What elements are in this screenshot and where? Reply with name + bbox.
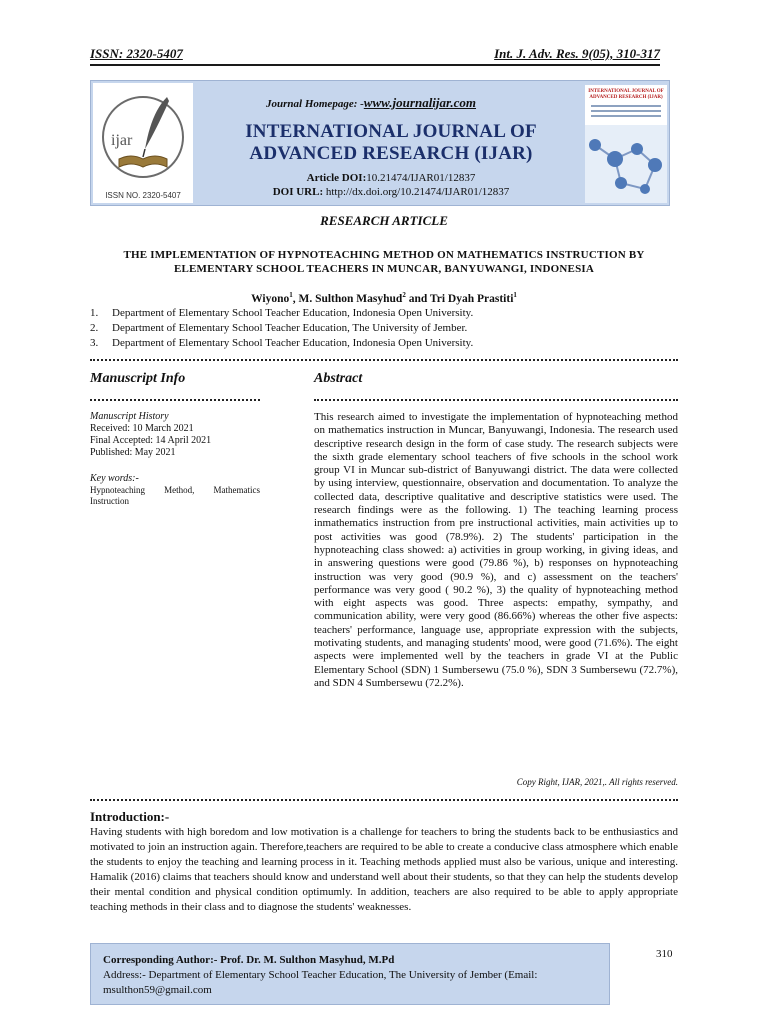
paper-title xyxy=(90,248,678,276)
column-divider xyxy=(314,399,678,401)
accepted-date: Final Accepted: 14 April 2021 xyxy=(90,435,212,446)
introduction-heading: Introduction:- xyxy=(90,809,170,824)
doi-label: Article DOI: xyxy=(306,172,367,184)
quill-book-logo-icon xyxy=(97,87,189,187)
keywords-label: Key words:- xyxy=(90,473,139,484)
paper-title-line2: ELEMENTARY SCHOOL TEACHERS IN MUNCAR, BANYUWANGI, INDONESIA xyxy=(173,263,595,275)
section-divider xyxy=(90,799,678,801)
journal-title-line1: INTERNATIONAL JOURNAL OF xyxy=(245,121,537,142)
header-issn: ISSN: 2320-5407 xyxy=(90,46,183,61)
published-date: Published: May 2021 xyxy=(90,447,176,458)
affiliation-item: 1. Department of Elementary School Teacher Education, Indonesia Open University. xyxy=(90,307,474,319)
doi-url-link[interactable]: http://dx.doi.org/10.21474/IJAR01/12837 xyxy=(325,186,510,198)
author-name: M. Sulthon Masyhud xyxy=(298,292,403,305)
running-header xyxy=(90,44,660,66)
keywords-text: Hypnoteaching Method, Mathematics Instruction xyxy=(90,485,260,506)
article-doi xyxy=(221,172,561,184)
history-label: Manuscript History xyxy=(90,411,169,422)
manuscript-history xyxy=(90,411,260,459)
doi-url xyxy=(221,186,561,198)
section-divider xyxy=(90,359,678,361)
copyright-notice: Copy Right, IJAR, 2021,. All rights reserved. xyxy=(516,777,678,787)
doi-value: 10.21474/IJAR01/12837 xyxy=(366,172,476,184)
corresponding-author-box xyxy=(90,943,610,1005)
author-affiliation-mark: 1 xyxy=(513,291,517,299)
affiliation-item: 3. Department of Elementary School Teacher Education, Indonesia Open University. xyxy=(90,337,474,349)
author-name: Wiyono xyxy=(251,292,290,305)
keywords-block xyxy=(90,473,260,507)
header-citation: Int. J. Adv. Res. 9(05), 310-317 xyxy=(494,46,660,61)
abstract-column xyxy=(314,371,678,690)
homepage-link[interactable]: www.journalijar.com xyxy=(363,95,477,110)
abstract-heading: Abstract xyxy=(314,371,363,386)
received-date: Received: 10 March 2021 xyxy=(90,423,194,434)
abstract-text: This research aimed to investigate the implementation of hypnoteaching method on mathematics instruction in Muncar, Banyuwangi, Indonesia. The research used descriptive research design in the form of case study. The research subjects were the sixth grade elementary school teachers of five schools in the school work group VI in Muncar sub-district of Banyuwangi district. The data were collected by using interview, questionnaire, observation and documentation. To analyze the collected data, descriptive qualitative and descriptive statistics were used. The research findings were as the following. 1) The teaching learning process inmathematics instruction from pre instructional activities, main activities up to post activities was good (78.9%). 2) The students' participation in the hypnoteaching class showed: a) activities in group working, in giving ideas, and in answering questions were good (79.86 %), b) responses on hypnoteaching instruction was very good (90.9 %), and c) assessment on the teachers' performance was very good ( 90.2 %), 3) the quality of hypnoteaching method with eight aspects was good. Three aspects: empathy, sympathy, and communication ability, were very good (86.66%) whereas the other five aspects: teachers' performance, language use, appropriate expression with the subjects, motivating students, and managing students' mood, were good (71.6%). The eight aspects were implemented well by the teachers in grade VI at the Public Elementary School (SDN) 1 Sumbersewu (75.0 %), SDN 3 Sumbersewu (72.7%), and SDN 4 Sumbersewu (72.2%). xyxy=(314,411,678,689)
molecule-icon xyxy=(585,125,667,203)
journal-homepage xyxy=(266,95,476,111)
author-list: Wiyono$^1$, M. Sulthon Masyhud$^2$ and Tri Dyah Prastiti$^1$ xyxy=(251,291,517,305)
logo-issn: ISSN NO. 2320-5407 xyxy=(105,191,181,200)
cover-title: INTERNATIONAL JOURNAL OF ADVANCED RESEARCH (IJAR) xyxy=(588,89,664,100)
logo-text: ijar xyxy=(111,132,133,149)
author-affiliation-mark: 2 xyxy=(402,291,406,299)
corresponding-author-address: Address:- Department of Elementary School Teacher Education, The University of Jember (Email: msulthon59@gmail.com xyxy=(103,969,538,996)
cover-text-lines xyxy=(591,105,661,120)
affiliation-list xyxy=(90,306,680,351)
journal-logo xyxy=(93,83,193,203)
page-number: 310 xyxy=(656,948,673,960)
journal-title-line2: ADVANCED RESEARCH (IJAR) xyxy=(249,143,533,164)
author-affiliation-mark: 1 xyxy=(289,291,293,299)
doi-url-label: DOI URL: xyxy=(272,186,324,198)
journal-banner xyxy=(90,80,670,206)
affiliation-item: 2. Department of Elementary School Teacher Education, The University of Jember. xyxy=(90,322,468,334)
homepage-label: Journal Homepage: - xyxy=(266,98,364,110)
journal-cover xyxy=(585,85,667,203)
corresponding-author-name: Corresponding Author:- Prof. Dr. M. Sulthon Masyhud, M.Pd xyxy=(103,954,395,966)
article-type: RESEARCH ARTICLE xyxy=(320,213,448,228)
introduction-text: Having students with high boredom and low motivation is a challenge for teachers to bring the students back to be enthusiastics and motivated to join an instruction again. Therefore,teachers are required to be able to create a conducive class atmosphere which enable the students to enjoy the teaching and learning process in it. Teaching methods applied must also be various, unique and interesting. Hamalik (2016) claims that teachers should know and understand well about their students, so that they can help the students develop their mental condition and physical condition optimumly. In addition, teachers are also required to be able to apply appropriate teaching methods in their class and to diagnose the students' weaknesses. xyxy=(90,826,678,913)
manuscript-info-column xyxy=(90,371,260,507)
column-divider xyxy=(90,399,260,401)
journal-title xyxy=(221,121,561,165)
paper-title-line1: THE IMPLEMENTATION OF HYPNOTEACHING METHOD ON MATHEMATICS INSTRUCTION BY xyxy=(123,249,645,261)
manuscript-info-heading: Manuscript Info xyxy=(90,371,186,386)
author-name: Tri Dyah Prastiti xyxy=(429,292,514,305)
